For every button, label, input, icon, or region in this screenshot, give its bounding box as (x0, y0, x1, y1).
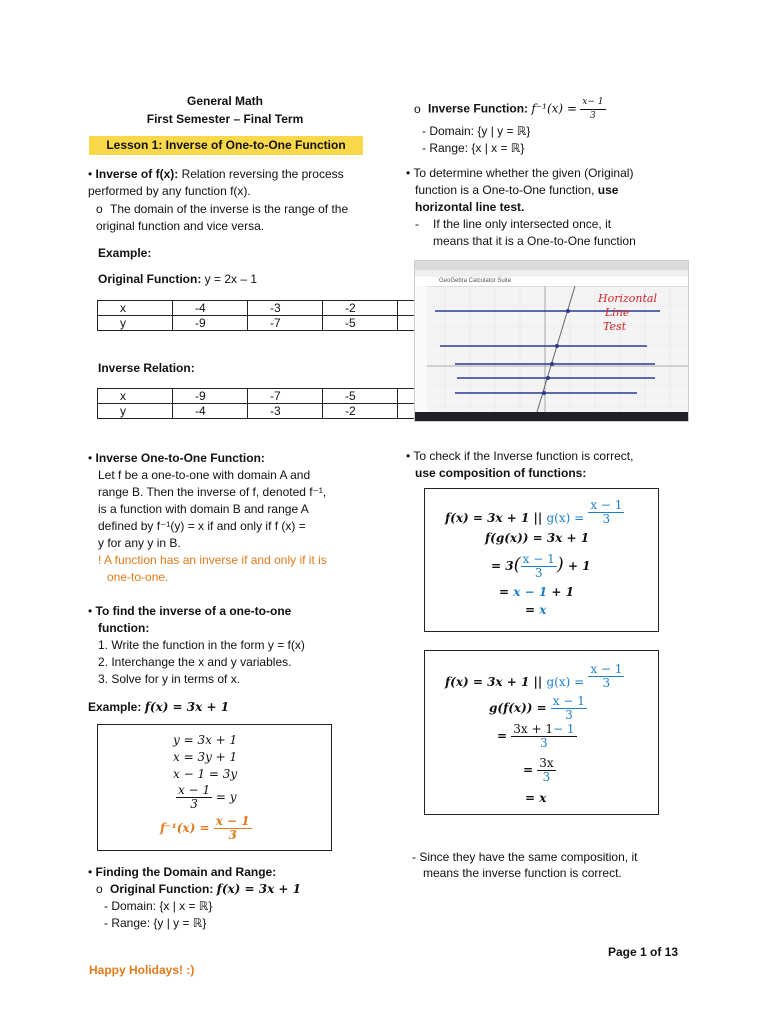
box2-l2-numerator: x − 1 (552, 694, 585, 708)
box1-l3-numerator: x − 1 (522, 552, 555, 566)
original-function-label: Original Function: (98, 272, 202, 286)
example1-label: Example: (98, 246, 152, 260)
inverse-relation-label: Inverse Relation: (98, 361, 195, 375)
graph-canvas (415, 286, 688, 412)
app-title: GeoGebra Calculator Suite (439, 278, 512, 284)
box2-line4: = $\frac{3x}{3}$ (523, 756, 554, 784)
doc-subtitle: First Semester – Final Term (146, 112, 304, 126)
original-function-eq: y = 2x – 1 (201, 272, 258, 286)
box2-line5: = x (525, 791, 547, 805)
inverse-definition: • Inverse of f(x): Relation reversing the process performed by any function f(x). (88, 167, 344, 198)
one-to-one-line: defined by f⁻¹(y) = x if and only if f (x) = (98, 519, 306, 533)
box2-l3-denominator: 3 (540, 736, 548, 750)
horizontal-test-lines (435, 311, 660, 393)
one-to-one-line: range B. Then the inverse of f, denoted f⁻¹, (98, 485, 327, 499)
inverse-function-denominator: 3 (590, 111, 596, 121)
fraction-numerator: x − 1 (178, 783, 211, 797)
box2-l3-numerator-a: 3x + 1 (513, 722, 553, 736)
table-cell: -3 (248, 301, 323, 316)
box1-l5a: = (525, 603, 536, 617)
table-cell: -2 (323, 301, 398, 316)
box1-top-g: g(x) = (546, 511, 585, 525)
inverse-function-numerator: x− 1 (580, 96, 605, 110)
inverse-sub-text: The domain of the inverse is the range of the original function and vice versa. (96, 202, 349, 233)
one-to-one-line: is a function with domain B and range A (98, 502, 309, 516)
inverse-function-label: Inverse Function: (428, 101, 529, 116)
inverse-sub-point: o The domain of the inverse is the range of the original function and vice versa. (96, 202, 349, 233)
range-line: - Range: {y | y = ℝ} (104, 916, 207, 930)
table-cell: x (98, 389, 173, 404)
table-cell: -5 (323, 316, 398, 331)
domain-range-section: • Finding the Domain and Range: o Original Function: f(x) = 3x + 1 - Domain: {x | x = ℝ} - Range: {y | y = ℝ} (88, 864, 373, 932)
table-cell: x (98, 301, 173, 316)
hline-line1: To determine whether the given (Original) (413, 166, 634, 180)
footer-greeting: Happy Holidays! :) (89, 963, 195, 977)
solving-box (97, 724, 332, 851)
composition-section: • To check if the Inverse function is correct, use composition of functions: (406, 448, 696, 482)
box1-line4 (499, 585, 574, 599)
conclusion-line2: means the inverse function is correct. (423, 866, 622, 880)
example2-label: Example: (88, 700, 142, 714)
box1-top-lhs: f(x) = 3x + 1 || (445, 511, 543, 525)
box1-l4a: = (499, 585, 510, 599)
box1-top (445, 498, 624, 532)
conclusion-line1: - Since they have the same composition, it (412, 850, 638, 864)
domain-range-orig-eq: f(x) = 3x + 1 (216, 882, 302, 896)
box1-l3-denominator: 3 (534, 566, 543, 580)
box1-line2: f(g(x)) = 3x + 1 (485, 531, 590, 545)
step-item: 3. Solve for y in terms of x. (98, 672, 241, 686)
box1-l5b: x (539, 603, 547, 617)
work-line: y = 3x + 1 (173, 733, 238, 747)
box1-top-numerator: x − 1 (590, 498, 623, 512)
find-inverse-heading: To find the inverse of a one-to-one (95, 604, 292, 618)
box1-l4b: x − 1 (513, 585, 548, 599)
box2-l4-numerator: 3x (539, 756, 554, 770)
hline-line2a: function is a One-to-One function, (415, 183, 595, 197)
box2-l4-denominator: 3 (542, 770, 551, 784)
box1-line5 (525, 603, 546, 617)
table-cell: -7 (248, 389, 323, 404)
hline-test-section: • To determine whether the given (Original) function is a One-to-One function, use horizontal line test. - If the line only intersected once, it means that it is a One-to-One function (406, 165, 696, 250)
domain-range-heading: Finding the Domain and Range: (95, 865, 277, 879)
table-cell: y (98, 316, 173, 331)
box1-l3a: = 3 (491, 559, 514, 573)
fraction-rhs: = y (215, 790, 237, 804)
step-item: 1. Write the function in the form y = f(x) (98, 638, 305, 652)
box2-top-lhs: f(x) = 3x + 1 || (445, 675, 543, 689)
box1-l4c: + 1 (547, 585, 574, 599)
box2-l2-denominator: 3 (565, 708, 573, 722)
box2-l2: g(f(x)) = (489, 701, 547, 715)
work-line: x − 1 = 3y (173, 767, 238, 781)
box2-top-numerator: x − 1 (590, 662, 623, 676)
box2-top (445, 662, 624, 696)
table-cell: -3 (248, 404, 323, 419)
inverse-range: - Range: {x | x = ℝ} (422, 141, 525, 155)
browser-tabs-bar (415, 261, 688, 270)
annotation-word: Horizontal (598, 292, 657, 305)
table-cell: -9 (173, 316, 248, 331)
inverse-text: Relation reversing the process performed by any function f(x). (88, 167, 344, 198)
composition-box-1 (424, 488, 659, 632)
domain-line: - Domain: {x | x = ℝ} (104, 899, 213, 913)
inverse-function-lhs: f⁻¹(x) = (531, 101, 577, 116)
annotation-word: Test (603, 320, 627, 333)
table-cell: -4 (173, 404, 248, 419)
annotation-word: Line (605, 306, 630, 319)
composition-line2: use composition of functions: (415, 466, 587, 480)
composition-box-2 (424, 650, 659, 815)
box1-l3b: + 1 (567, 559, 591, 573)
table-cell: -2 (323, 404, 398, 419)
find-inverse-heading-cont: function: (98, 621, 150, 635)
taskbar (415, 412, 688, 421)
original-function (98, 272, 257, 286)
one-to-one-section: • Inverse One-to-One Function: Let f be a one-to-one with domain A and range B. Then the inverse of f, denoted f⁻¹, is a function with domain B and range A defined by f⁻¹(y) = x if and only if f (x) = y for any y in B. ! A function has an inverse if and only if it is one-to-one. (88, 450, 373, 586)
conclusion (412, 849, 702, 881)
example2-eq: f(x) = 3x + 1 (144, 700, 230, 714)
geogebra-screenshot (414, 260, 689, 422)
result-lhs: f⁻¹(x) = (160, 821, 210, 835)
box2-line3: = $\frac{3x + 1- 1}{3}$ (497, 722, 575, 750)
example2 (88, 700, 229, 714)
one-to-one-note: one-to-one. (107, 570, 169, 584)
handwritten-annotation (597, 292, 657, 333)
one-to-one-note: ! A function has an inverse if and only if it is (98, 553, 327, 567)
one-to-one-heading: Inverse One-to-One Function: (95, 451, 265, 465)
inverse-term: Inverse of f(x): (95, 167, 179, 181)
lesson-banner: Lesson 1: Inverse of One-to-One Function (89, 136, 363, 155)
box2-top-g: g(x) = (546, 675, 585, 689)
table-cell: -4 (173, 301, 248, 316)
graph-sidebar (415, 286, 427, 412)
hline-line3: horizontal line test. (415, 200, 525, 214)
table-cell: -9 (173, 389, 248, 404)
result-line (160, 815, 252, 842)
table-cell: -5 (323, 389, 398, 404)
result-numerator: x − 1 (215, 814, 250, 828)
inverse-domain: - Domain: {y | y = ℝ} (422, 124, 531, 138)
inverse-function-block: o Inverse Function: f⁻¹(x) = $\frac{x- 1}{3}$ - Domain: {y | y = ℝ} - Range: {x | x = ℝ} (414, 96, 694, 157)
one-to-one-line: y for any y in B. (98, 536, 181, 550)
fraction-line (176, 784, 237, 811)
page-number: Page 1 of 13 (608, 945, 679, 959)
domain-range-orig-label: Original Function: (110, 882, 214, 896)
browser-address-bar (415, 270, 688, 277)
table-cell: -7 (248, 316, 323, 331)
hline-line2b: use (594, 183, 619, 197)
hline-sub2: means that it is a One-to-One function (433, 234, 636, 248)
find-inverse-section: • To find the inverse of a one-to-one function: 1. Write the function in the form y = f(x) 2. Interchange the x and y variables. 3. Solve for y in terms of x. (88, 603, 373, 688)
table-cell: y (98, 404, 173, 419)
hline-sub1: If the line only intersected once, it (433, 217, 612, 231)
box2-line2 (489, 695, 587, 722)
fraction-denominator: 3 (190, 797, 198, 811)
box2-top-denominator: 3 (602, 676, 611, 690)
step-item: 2. Interchange the x and y variables. (98, 655, 292, 669)
composition-line1: To check if the Inverse function is correct, (413, 449, 634, 463)
doc-title: General Math (186, 94, 264, 108)
one-to-one-line: Let f be a one-to-one with domain A and (98, 468, 311, 482)
result-denominator: 3 (228, 828, 237, 842)
box2-l3-numerator-b: − 1 (552, 722, 575, 736)
work-line: x = 3y + 1 (173, 750, 238, 764)
box1-top-denominator: 3 (602, 512, 611, 526)
box1-line3: = 3( $\frac{x - 1}{3}$ ) + 1 (491, 552, 591, 580)
